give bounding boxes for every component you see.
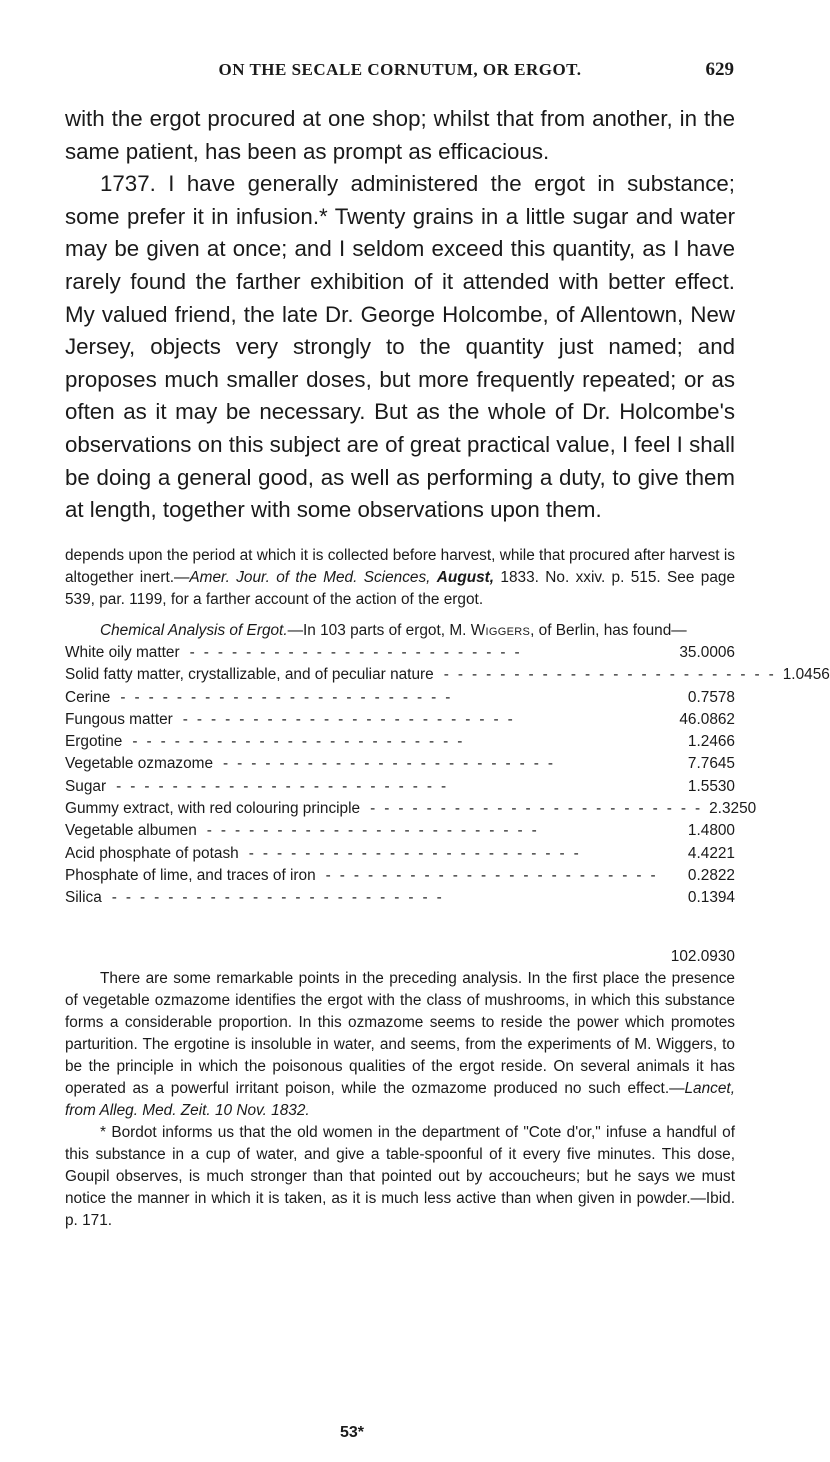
leader-dots: ------------------------ [182,710,522,728]
remarks-text: There are some remarkable points in the preceding analysis. In the first place the presence of vegetable ozmazome identifies the ergot with the class of mushrooms, in which this substance forms a considerable proportion. In this ozmazome seems to reside the power which promotes parturition. The ergotine is insoluble in water, and seems, from the experiments of M. Wiggers, to be the principle in which the poisonous qualities of the ergot reside. On several animals it has operated as a powerful irritant poison, while the ozmazome produced no such effect.— [65,969,735,1097]
ingredient-value: 1.4800 [687,822,735,840]
row-label-cell [65,798,709,820]
leader-dots: ------------------------ [206,822,546,840]
row-label-cell [65,887,649,909]
analysis-author: Wiggers [470,622,531,639]
leader-dots: ------------------------ [132,733,472,751]
table-row [65,798,757,820]
ingredient-value: 0.2822 [687,866,735,884]
note-source: Amer. Jour. of the Med. Sciences, [189,569,431,586]
table-row [65,664,830,686]
leader-dots: ------------------------ [248,844,588,862]
row-label-cell [65,865,665,887]
ingredient-name: Cerine [65,688,111,706]
note-rest: 1833. No. xxiv. p. 515. See page 539, par. 1199, for a farther account of the action of the ergot. [65,569,736,608]
analysis-heading [65,620,735,642]
leader-dots: ------------------------ [189,644,529,661]
row-label-cell [65,776,649,798]
row-label-cell [65,687,649,709]
ingredient-name: Solid fatty matter, crystallizable, and of peculiar nature [65,666,434,684]
table-total-row [65,946,735,968]
ingredient-name: Acid phosphate of potash [65,844,239,862]
row-label-cell [65,843,649,865]
row-label-cell [65,753,649,775]
ingredient-value: 0.7578 [687,688,735,706]
note-ergot-collection [65,545,735,611]
table-row [65,776,735,798]
footnotes [65,545,830,1232]
row-label-cell [65,664,783,686]
leader-dots: ------------------------ [370,800,710,818]
leader-dots: ------------------------ [116,777,456,795]
ingredient-name: Sugar [65,777,107,795]
table-row [65,820,735,842]
leader-dots: ------------------------ [443,666,783,684]
analysis-table [65,642,830,910]
ingredient-value: 1.5530 [687,777,735,795]
analysis-intro-b: , of Berlin, has found— [530,622,687,639]
table-row [65,709,735,731]
ingredient-value: 7.7645 [687,755,735,773]
running-head: ON THE SECALE CORNUTUM, OR ERGOT. [218,60,582,79]
table-row [65,731,735,753]
ingredient-value: 35.0006 [679,644,735,661]
page-header [66,60,734,88]
ingredient-name: Gummy extract, with red colouring principle [65,800,361,818]
note-month: August, [436,569,495,586]
ingredient-name: Vegetable albumen [65,822,197,840]
leader-dots: ------------------------ [111,889,451,907]
note-text: depends upon the period at which it is collected before harvest, while that procured after harvest is altogether inert.— [65,547,735,586]
ingredient-value: 4.4221 [687,844,735,862]
ingredient-value: 46.0862 [679,710,735,728]
ingredient-value: 0.1394 [687,889,735,907]
table-row [65,843,735,865]
footnote-star: * Bordot informs us that the old women in the department of "Cote d'or," infuse a handful of this substance in a cup of water, and give a table-spoonful of it every five minutes. This dose, Goupil observes, is much stronger than that pointed out by accoucheurs; but he says we must notice the manner in which it is taken, as it is much less active than when given in powder.—Ibid. p. 171. [65,1123,735,1229]
ingredient-name: Phosphate of lime, and traces of iron [65,866,316,884]
table-row [65,753,735,775]
ingredient-value: 1.0456 [782,666,830,684]
ingredient-value: 2.3250 [709,800,757,818]
leader-dots: ------------------------ [120,688,460,706]
table-row [65,887,735,909]
ingredient-name: Ergotine [65,733,123,751]
ingredient-name: Fungous matter [65,710,173,728]
page-number: 629 [705,59,734,80]
row-label-cell [65,642,649,664]
paragraph-1737: 1737. I have generally administered the ergot in substance; some prefer it in infusion.* Twenty grains in a little sugar and water may be given at once; and I seldom exceed this quantity, as I have rarely found the farther exhibition of it attended with better effect. My valued friend, the late Dr. George Holcombe, of Allentown, New Jersey, objects very strongly to the quantity just named; and proposes much smaller doses, but more frequently repeated; or as often as it may be necessary. But as the whole of Dr. Holcombe's observations on this subject are of great practical value, I feel I shall be doing a general good, as well as performing a duty, to give them at length, together with some observations upon them. [65,171,735,523]
main-text [65,103,735,527]
paragraph-continuation: with the ergot procured at one shop; whilst that from another, in the same patient, has been as prompt as efficacious. [65,106,735,164]
table-row [65,642,735,664]
ingredient-name: White oily matter [65,644,180,661]
leader-dots: ------------------------ [325,866,665,884]
table-row [65,865,735,887]
table-spacer [65,910,735,946]
ingredient-name: Silica [65,889,102,907]
row-label-cell [65,709,649,731]
analysis-intro-a: —In 103 parts of ergot, M. [287,622,471,639]
row-label-cell [65,731,649,753]
table-row [65,687,735,709]
signature-mark: 53* [340,1424,365,1441]
analysis-title: Chemical Analysis of Ergot. [100,622,288,639]
remarks-source: Lancet, from Alleg. Med. Zeit. 10 Nov. 1832. [65,1079,735,1119]
ingredient-name: Vegetable ozmazome [65,755,214,773]
leader-dots: ------------------------ [223,755,563,773]
ingredient-value: 1.2466 [687,733,735,751]
row-label-cell [65,820,649,842]
analysis-remarks [65,968,735,1122]
table-total: 102.0930 [670,947,735,965]
